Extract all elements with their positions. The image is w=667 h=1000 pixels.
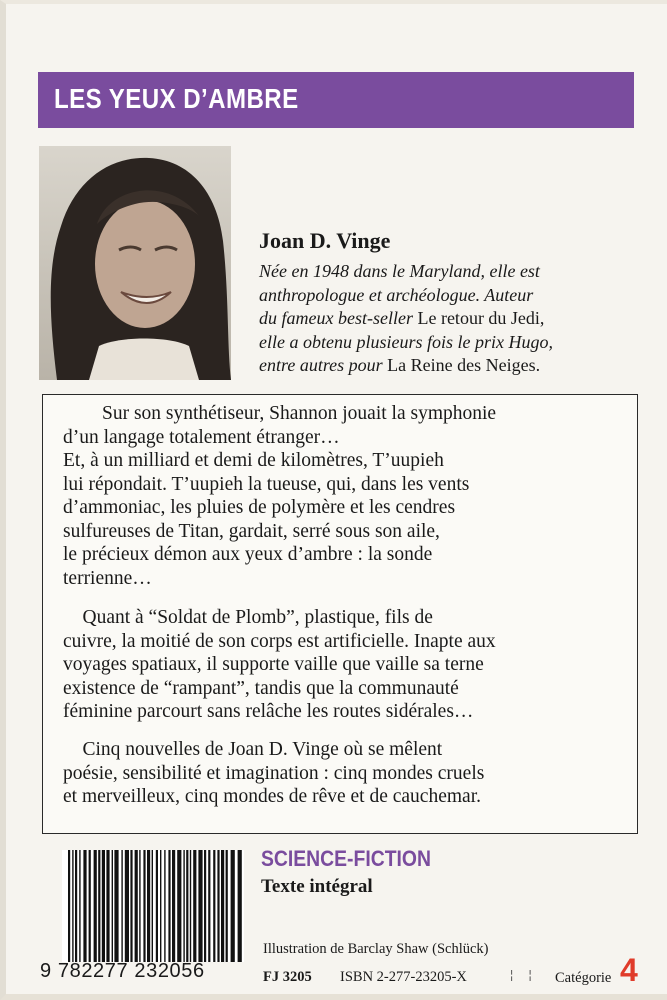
bio-line xyxy=(259,307,639,331)
barcode-number: 9 782277 232056 xyxy=(40,960,205,982)
illustration-credit: Illustration de Barclay Shaw (Schlück) xyxy=(263,941,489,957)
barcode-bar xyxy=(208,850,210,962)
barcode-bar xyxy=(125,850,129,962)
barcode-bar xyxy=(213,850,215,962)
catalog-code: FJ 3205 xyxy=(263,969,312,985)
barcode-bar xyxy=(172,850,175,962)
barcode-bar xyxy=(198,850,202,962)
barcode-bar xyxy=(98,850,100,962)
synopsis-line: le précieux démon aux yeux d’ambre : la sonde xyxy=(63,544,433,565)
barcode-bar xyxy=(160,850,161,962)
barcode-bar xyxy=(193,850,196,962)
synopsis-line: sulfureuses de Titan, gardait, serré sous son aile, xyxy=(63,520,440,542)
synopsis-line: cuivre, la moitié de son corps est artificielle. Inapte aux xyxy=(63,630,496,652)
barcode-bar xyxy=(121,850,122,962)
barcode-bar xyxy=(102,850,105,962)
bio-line xyxy=(259,331,639,355)
bio-line xyxy=(259,354,639,378)
synopsis-paragraph xyxy=(63,402,623,590)
synopsis-line: Et, à un milliard et demi de kilomètres, T’uupieh xyxy=(63,450,444,471)
barcode-bar xyxy=(156,850,158,962)
barcode-bar xyxy=(75,850,77,962)
synopsis-paragraph xyxy=(63,606,623,724)
bio-text: Née en 1948 dans le Maryland, elle est xyxy=(259,261,540,281)
synopsis-line: et merveilleux, cinq mondes de rêve et de cauchemar. xyxy=(63,786,481,807)
barcode-bar xyxy=(168,850,170,962)
synopsis-line: existence de “rampant”, tandis que la communauté xyxy=(63,677,459,699)
synopsis-line: lui répondait. T’uupieh la tueuse, qui, dans les vents xyxy=(63,473,470,495)
barcode-bar xyxy=(231,850,235,962)
isbn: ISBN 2-277-23205-X xyxy=(340,969,467,985)
barcode-bar xyxy=(217,850,219,962)
synopsis-line: poésie, sensibilité et imagination : cinq mondes cruels xyxy=(63,762,485,784)
barcode-bar xyxy=(130,850,132,962)
bio-text: elle a obtenu plusieurs fois le prix Hugo, xyxy=(259,331,553,352)
barcode-bar xyxy=(226,850,228,962)
barcode-bar xyxy=(152,850,153,962)
barcode-bar xyxy=(183,850,184,962)
author-bio xyxy=(259,260,639,378)
barcode-bar xyxy=(139,850,140,962)
synopsis-line: terrienne… xyxy=(63,567,152,589)
barcode-bar xyxy=(164,850,165,962)
category-label: Catégorie xyxy=(555,970,612,986)
barcode-bar xyxy=(190,850,191,962)
bio-text: du fameux best-seller xyxy=(259,308,418,328)
title-bar xyxy=(38,72,634,128)
synopsis-paragraph xyxy=(63,738,623,809)
genre-label: SCIENCE-FICTION xyxy=(261,846,431,871)
barcode-bar xyxy=(143,850,145,962)
crop-marks: ¦ ¦ xyxy=(508,968,536,982)
bio-line xyxy=(259,284,639,308)
barcode-bar xyxy=(112,850,113,962)
barcode-bar xyxy=(72,850,73,962)
synopsis-line: féminine parcourt sans relâche les routes sidérales… xyxy=(63,701,474,722)
barcode-bar xyxy=(79,850,80,962)
bio-text: Le retour du Jedi, xyxy=(417,308,545,328)
bio-line xyxy=(259,260,639,284)
barcode-bar xyxy=(204,850,206,962)
barcode-bar xyxy=(135,850,138,962)
synopsis-line: Quant à “Soldat de Plomb”, plastique, fils de xyxy=(63,607,433,628)
barcode-bar xyxy=(177,850,181,962)
barcode-bar xyxy=(238,850,242,962)
edition-label: Texte intégral xyxy=(261,876,373,897)
author-portrait-image xyxy=(39,146,231,380)
category-number: 4 xyxy=(620,952,638,988)
bio-text: anthropologue et archéologue. Auteur xyxy=(259,284,534,305)
barcode-bar xyxy=(186,850,188,962)
bio-text: La Reine des Neiges. xyxy=(387,355,541,375)
synopsis-line: voyages spatiaux, il supporte vaille que vaille sa terne xyxy=(63,654,484,675)
bio-text: entre autres pour xyxy=(259,355,388,375)
synopsis-line: Cinq nouvelles de Joan D. Vinge où se mêlent xyxy=(63,739,443,760)
book-title: LES YEUX D’AMBRE xyxy=(54,83,299,114)
barcode-bar xyxy=(83,850,86,962)
synopsis-line: d’ammoniac, les pluies de polymère et les cendres xyxy=(63,497,456,518)
barcode-bar xyxy=(147,850,150,962)
barcode-bar xyxy=(114,850,118,962)
author-name: Joan D. Vinge xyxy=(259,228,391,253)
barcode-bar xyxy=(106,850,109,962)
barcode xyxy=(62,850,244,962)
barcode-bar xyxy=(89,850,91,962)
barcode-bar xyxy=(94,850,97,962)
synopsis-line: d’un langage totalement étranger… xyxy=(63,426,340,448)
barcode-bars xyxy=(62,850,244,962)
barcode-bar xyxy=(221,850,224,962)
synopsis-line: Sur son synthétiseur, Shannon jouait la symphonie xyxy=(63,403,497,424)
author-photo xyxy=(39,146,231,380)
barcode-bar xyxy=(68,850,70,962)
